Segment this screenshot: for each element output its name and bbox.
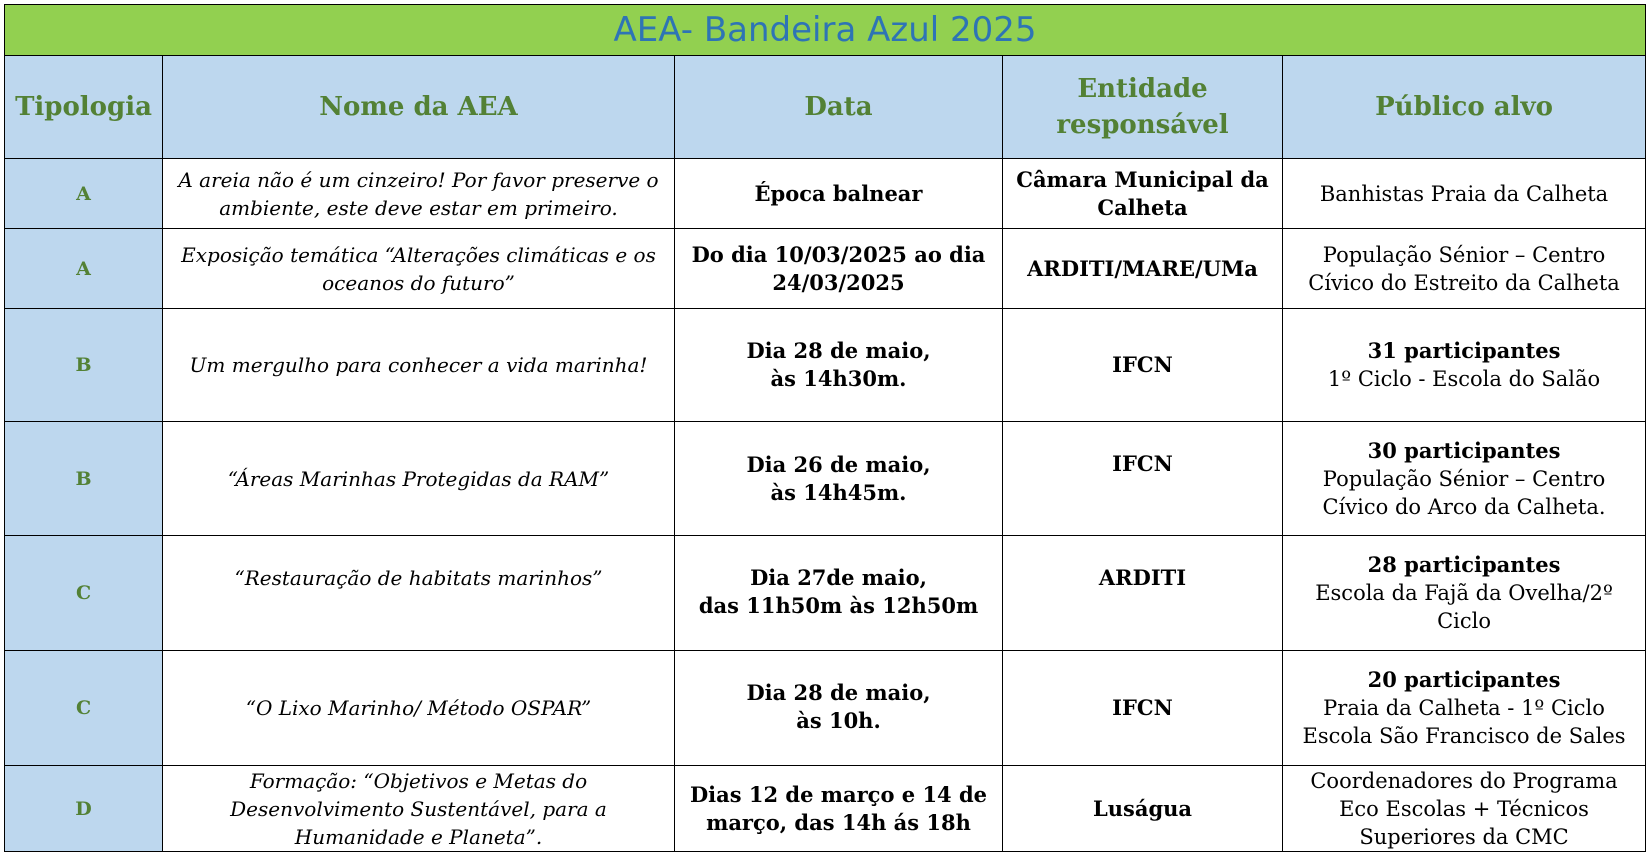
- cell-tipologia: B: [5, 422, 163, 536]
- cell-tipologia: C: [5, 536, 163, 651]
- cell-nome: “Áreas Marinhas Protegidas da RAM”: [163, 422, 675, 536]
- cell-publico: 30 participantes População Sénior – Centro Cívico do Arco da Calheta.: [1283, 422, 1646, 536]
- cell-nome: Formação: “Objetivos e Metas do Desenvolvimento Sustentável, para a Humanidade e Planeta”.: [163, 766, 675, 852]
- cell-data: Dia 26 de maio, às 14h45m.: [675, 422, 1003, 536]
- header-data: Data: [675, 56, 1003, 159]
- cell-entidade: Câmara Municipal da Calheta: [1003, 159, 1283, 229]
- cell-publico: Banhistas Praia da Calheta: [1283, 159, 1646, 229]
- cell-data: Dia 27de maio, das 11h50m às 12h50m: [675, 536, 1003, 651]
- cell-publico: 28 participantes Escola da Fajã da Ovelha/2º Ciclo: [1283, 536, 1646, 651]
- cell-publico: 31 participantes 1º Ciclo - Escola do Salão: [1283, 309, 1646, 422]
- cell-publico: Coordenadores do Programa Eco Escolas + Técnicos Superiores da CMC: [1283, 766, 1646, 852]
- cell-publico: 20 participantes Praia da Calheta - 1º Ciclo Escola São Francisco de Sales: [1283, 651, 1646, 766]
- cell-data: Dia 28 de maio, às 10h.: [675, 651, 1003, 766]
- cell-tipologia: C: [5, 651, 163, 766]
- cell-nome: Exposição temática “Alterações climáticas e os oceanos do futuro”: [163, 229, 675, 309]
- header-publico: Público alvo: [1283, 56, 1646, 159]
- table-row: [5, 309, 1646, 422]
- header-nome: Nome da AEA: [163, 56, 675, 159]
- cell-entidade: IFCN: [1003, 422, 1283, 536]
- header-entidade: Entidade responsável: [1003, 56, 1283, 159]
- cell-publico: População Sénior – Centro Cívico do Estreito da Calheta: [1283, 229, 1646, 309]
- cell-tipologia: D: [5, 766, 163, 852]
- cell-entidade: Luságua: [1003, 766, 1283, 852]
- cell-entidade: IFCN: [1003, 309, 1283, 422]
- header-tipologia: Tipologia: [5, 56, 163, 159]
- cell-tipologia: B: [5, 309, 163, 422]
- cell-tipologia: A: [5, 229, 163, 309]
- table-row: [5, 651, 1646, 766]
- cell-nome: “Restauração de habitats marinhos”: [163, 536, 675, 651]
- cell-nome: Um mergulho para conhecer a vida marinha!: [163, 309, 675, 422]
- cell-entidade: ARDITI: [1003, 536, 1283, 651]
- table-row: [5, 159, 1646, 229]
- cell-entidade: ARDITI/MARE/UMa: [1003, 229, 1283, 309]
- cell-nome: A areia não é um cinzeiro! Por favor preserve o ambiente, este deve estar em primeiro.: [163, 159, 675, 229]
- table-row: [5, 422, 1646, 536]
- aea-table: [4, 4, 1646, 852]
- aea-table-sheet: [4, 4, 1645, 852]
- header-row: [5, 56, 1646, 159]
- cell-data: Dias 12 de março e 14 de março, das 14h ás 18h: [675, 766, 1003, 852]
- table-row: [5, 229, 1646, 309]
- cell-tipologia: A: [5, 159, 163, 229]
- cell-nome: “O Lixo Marinho/ Método OSPAR”: [163, 651, 675, 766]
- cell-data: Época balnear: [675, 159, 1003, 229]
- cell-entidade: IFCN: [1003, 651, 1283, 766]
- table-row: [5, 536, 1646, 651]
- table-row: [5, 766, 1646, 852]
- cell-data: Do dia 10/03/2025 ao dia 24/03/2025: [675, 229, 1003, 309]
- table-title: AEA- Bandeira Azul 2025: [5, 5, 1646, 56]
- cell-data: Dia 28 de maio, às 14h30m.: [675, 309, 1003, 422]
